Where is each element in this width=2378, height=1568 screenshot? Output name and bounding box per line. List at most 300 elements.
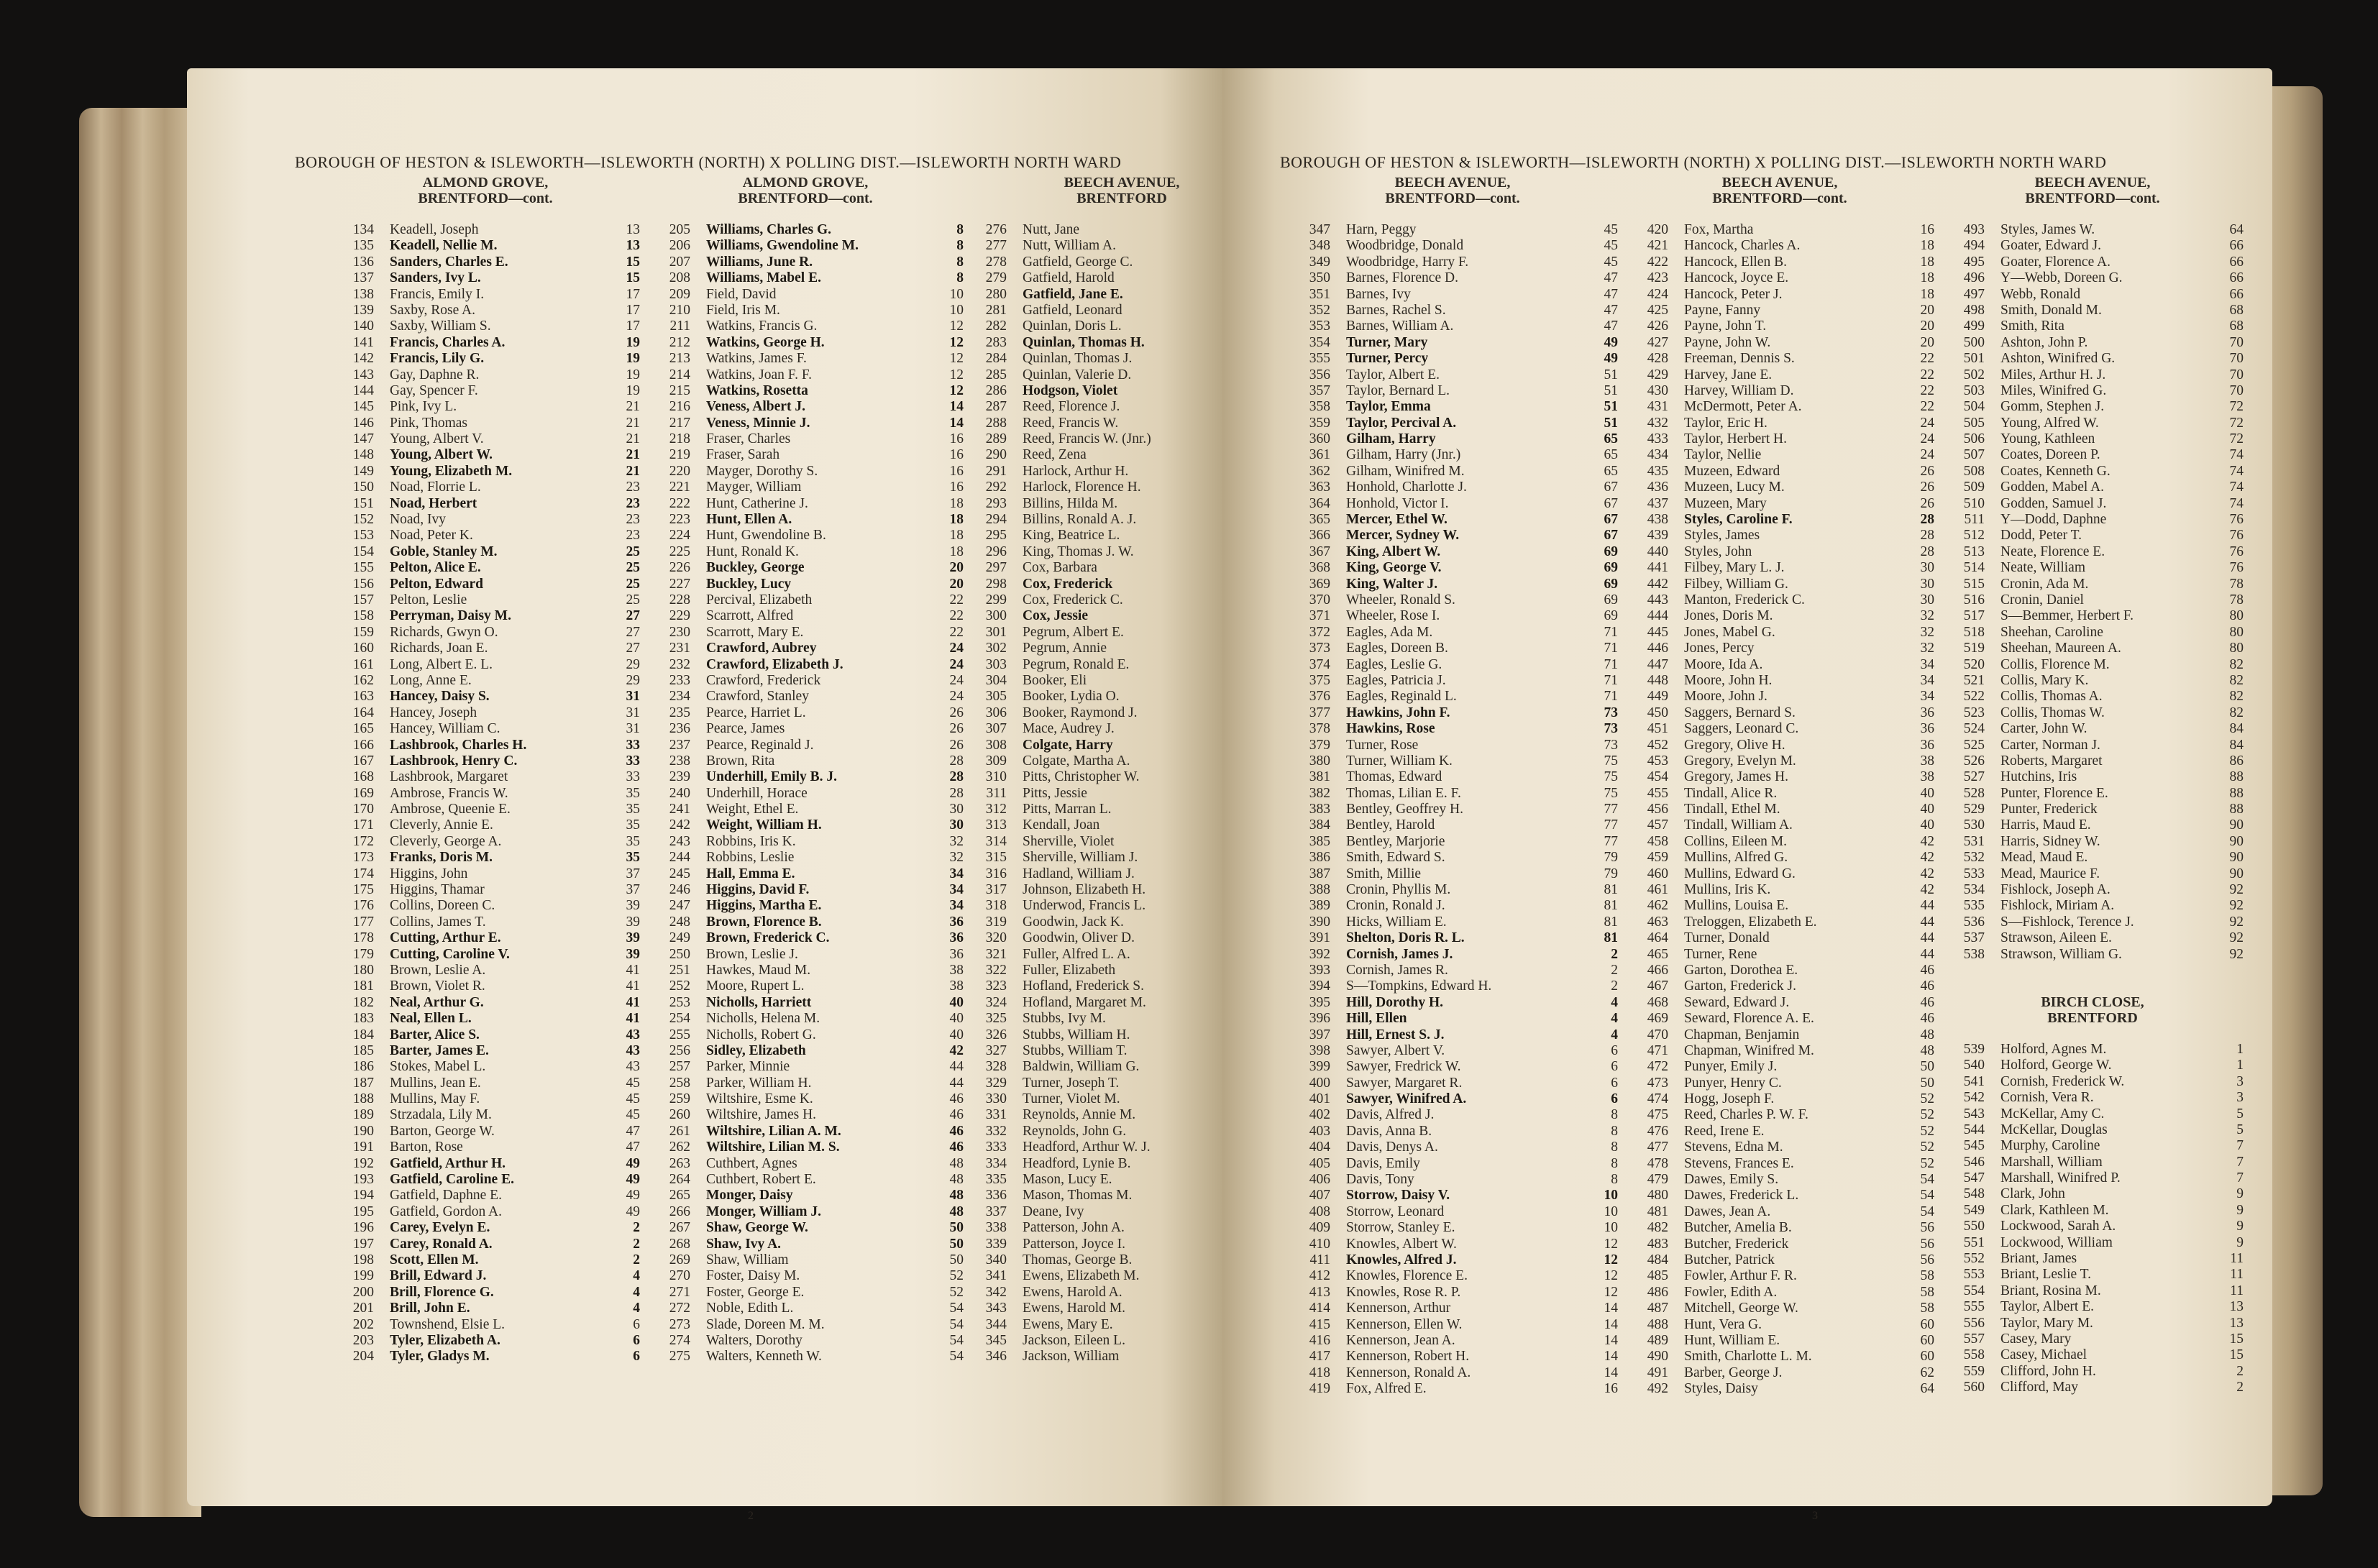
house-number: 67 [1604,512,1618,528]
elector-row [1942,1380,2244,1395]
elector-number: 350 [1309,270,1330,286]
elector-name: Briant, Leslie T. [2000,1267,2091,1283]
elector-name: Robbins, Leslie [706,850,795,866]
elector-name: Kennerson, Jean A. [1346,1332,1455,1348]
elector-name: Moore, John J. [1684,689,1768,705]
elector-name: Butcher, Amelia B. [1684,1220,1792,1236]
house-number: 74 [2229,463,2244,479]
house-number: 4 [1611,994,1618,1010]
elector-row [647,416,964,431]
house-number: 21 [626,447,640,463]
elector-number: 449 [1647,689,1668,705]
elector-name: Pelton, Edward [390,576,484,592]
elector-name: Fraser, Sarah [706,447,780,463]
elector-name: Pegrum, Albert E. [1023,624,1124,640]
elector-row [647,738,964,753]
elector-name: Foster, George E. [706,1284,805,1300]
house-number: 14 [1604,1365,1618,1380]
house-number: 80 [2229,608,2244,624]
house-number: 47 [626,1140,640,1155]
house-number: 25 [626,560,640,576]
elector-name: Walters, Dorothy [706,1332,802,1348]
elector-name: Goodwin, Jack K. [1023,914,1124,930]
elector-number: 524 [1963,721,1985,737]
elector-number: 480 [1647,1188,1668,1203]
elector-row [1625,738,1934,753]
elector-number: 370 [1309,592,1330,608]
elector-number: 280 [985,286,1007,302]
elector-row [1942,464,2244,480]
elector-number: 521 [1963,672,1985,688]
house-number: 50 [949,1220,964,1236]
elector-row [1625,399,1934,415]
elector-row [1287,577,1618,592]
elector-number: 226 [669,560,690,576]
elector-number: 274 [669,1332,690,1348]
elector-number: 432 [1647,415,1668,431]
house-number: 82 [2229,672,2244,688]
elector-row [1942,1106,2244,1122]
house-number: 66 [2229,270,2244,286]
house-number: 15 [2229,1331,2244,1347]
elector-name: Hodgson, Violet [1023,382,1118,398]
elector-row [1625,673,1934,689]
elector-name: Goble, Stanley M. [390,544,498,559]
elector-name: Wheeler, Rose I. [1346,608,1440,624]
elector-name: Brown, Violet R. [390,978,485,994]
elector-number: 184 [352,1027,374,1042]
elector-number: 375 [1309,672,1330,688]
house-number: 40 [949,994,964,1010]
elector-row [331,721,640,737]
elector-number: 202 [352,1316,374,1332]
elector-number: 334 [985,1155,1007,1171]
elector-number: 329 [985,1075,1007,1091]
elector-row [1625,641,1934,656]
elector-number: 275 [669,1349,690,1365]
house-number: 8 [956,238,964,254]
elector-row [1942,255,2244,270]
elector-name: Taylor, Herbert H. [1684,431,1787,447]
elector-row [647,447,964,463]
elector-name: Scott, Ellen M. [390,1252,479,1267]
elector-number: 523 [1963,705,1985,720]
elector-row [1942,303,2244,318]
elector-number: 179 [352,946,374,962]
elector-number: 337 [985,1203,1007,1219]
elector-name: Strawson, William G. [2000,946,2122,962]
elector-name: Hogg, Joseph F. [1684,1091,1775,1107]
elector-name: Styles, Caroline F. [1684,512,1793,528]
elector-number: 359 [1309,415,1330,431]
elector-row [1287,1204,1618,1220]
elector-row [331,1107,640,1123]
house-number: 35 [626,817,640,833]
elector-name: Styles, James W. [2000,222,2095,237]
elector-number: 411 [1309,1252,1330,1267]
elector-name: Tindall, Alice R. [1684,785,1778,801]
house-number: 36 [1920,705,1934,720]
elector-row [1287,1317,1618,1333]
house-number: 42 [1920,866,1934,881]
elector-row [1287,673,1618,689]
elector-number: 162 [352,672,374,688]
house-number: 23 [626,512,640,528]
house-number: 6 [1611,1075,1618,1091]
elector-row [1942,947,2244,963]
elector-number: 180 [352,962,374,978]
house-number: 47 [1604,302,1618,318]
house-number: 28 [1920,512,1934,528]
elector-name: Scarrott, Alfred [706,608,794,624]
elector-row [1625,560,1934,576]
elector-number: 229 [669,608,690,624]
elector-row [647,963,964,978]
house-number: 16 [1604,1381,1618,1397]
elector-name: Long, Albert E. L. [390,656,493,672]
elector-row [331,318,640,334]
house-number: 43 [626,1059,640,1075]
house-number: 60 [1920,1349,1934,1365]
elector-name: Ewens, Mary E. [1023,1316,1113,1332]
elector-name: Davis, Alfred J. [1346,1107,1435,1123]
elector-row [1287,1349,1618,1365]
house-number: 64 [1920,1381,1934,1397]
elector-row [1287,850,1618,866]
elector-name: Sherville, Violet [1023,833,1115,849]
elector-row [647,930,964,946]
house-number: 30 [949,817,964,833]
elector-number: 173 [352,850,374,866]
elector-name: Nutt, William A. [1023,238,1116,254]
elector-row [1942,1347,2244,1363]
elector-name: King, George V. [1346,560,1442,576]
house-number: 52 [1920,1107,1934,1123]
house-number: 15 [626,254,640,270]
elector-row [647,769,964,785]
elector-name: Honhold, Charlotte J. [1346,480,1467,495]
house-number: 37 [626,882,640,898]
elector-row [331,947,640,963]
elector-row [1625,866,1934,882]
elector-row [647,303,964,318]
elector-row [647,351,964,367]
elector-number: 319 [985,914,1007,930]
elector-row [1625,1027,1934,1043]
elector-name: Brill, Florence G. [390,1284,494,1300]
elector-number: 248 [669,914,690,930]
elector-number: 209 [669,286,690,302]
elector-name: Collis, Mary K. [2000,672,2089,688]
elector-number: 302 [985,641,1007,656]
elector-row [331,416,640,431]
house-number: 70 [2229,382,2244,398]
house-number: 49 [1604,334,1618,350]
elector-name: Ambrose, Queenie E. [390,802,511,817]
elector-name: Hill, Ernest S. J. [1346,1027,1445,1042]
house-number: 44 [949,1059,964,1075]
elector-row [1287,705,1618,721]
elector-row [331,641,640,656]
elector-number: 557 [1963,1331,1985,1347]
elector-row [647,705,964,721]
house-number: 58 [1920,1284,1934,1300]
elector-name: Francis, Emily I. [390,286,485,302]
elector-row [1287,978,1618,994]
house-number: 8 [1611,1140,1618,1155]
elector-name: Saxby, William S. [390,318,491,334]
elector-number: 492 [1647,1381,1668,1397]
elector-row [1942,1122,2244,1138]
elector-number: 473 [1647,1075,1668,1091]
elector-name: Barnes, Ivy [1346,286,1411,302]
elector-name: Woodbridge, Donald [1346,238,1464,254]
house-number: 31 [626,721,640,737]
elector-number: 530 [1963,817,1985,833]
house-number: 73 [1604,737,1618,753]
elector-row [1625,769,1934,785]
elector-number: 362 [1309,463,1330,479]
elector-name: Bentley, Harold [1346,817,1435,833]
elector-number: 306 [985,705,1007,720]
house-number: 22 [1920,399,1934,415]
house-number: 14 [1604,1316,1618,1332]
elector-name: Hancey, Joseph [390,705,477,720]
elector-number: 413 [1309,1284,1330,1300]
elector-number: 251 [669,962,690,978]
register-column [1942,175,2244,1396]
elector-number: 239 [669,769,690,785]
elector-number: 325 [985,1011,1007,1027]
house-number: 12 [949,351,964,367]
elector-number: 204 [352,1349,374,1365]
elector-name: Davis, Denys A. [1346,1140,1438,1155]
elector-number: 297 [985,560,1007,576]
elector-number: 355 [1309,351,1330,367]
elector-number: 193 [352,1172,374,1188]
elector-number: 148 [352,447,374,463]
elector-name: Eagles, Reginald L. [1346,689,1457,705]
elector-row [647,721,964,737]
house-number: 71 [1604,656,1618,672]
elector-number: 257 [669,1059,690,1075]
elector-name: Williams, June R. [706,254,813,270]
elector-name: Franks, Doris M. [390,850,493,866]
elector-row [1625,367,1934,383]
elector-row [647,1268,964,1284]
elector-name: Clifford, John H. [2000,1363,2096,1379]
house-number: 50 [1920,1059,1934,1075]
elector-number: 373 [1309,641,1330,656]
elector-name: Cronin, Ronald J. [1346,898,1445,914]
elector-number: 542 [1963,1090,1985,1106]
elector-name: Booker, Eli [1023,672,1087,688]
elector-number: 476 [1647,1123,1668,1139]
elector-row [647,592,964,608]
house-number: 14 [1604,1349,1618,1365]
elector-name: Treloggen, Elizabeth E. [1684,914,1817,930]
elector-name: Payne, Fanny [1684,302,1761,318]
elector-number: 505 [1963,415,1985,431]
elector-name: Neate, Florence E. [2000,544,2105,559]
elector-row [331,431,640,447]
elector-name: Turner, Rose [1346,737,1419,753]
elector-name: Collins, Doreen C. [390,898,495,914]
page-header: BOROUGH OF HESTON & ISLEWORTH—ISLEWORTH (NORTH) X POLLING DIST.—ISLEWORTH NORTH WARD [1280,153,2107,171]
elector-row [1287,1381,1618,1397]
elector-row [1287,383,1618,399]
elector-number: 231 [669,641,690,656]
elector-name: Muzeen, Lucy M. [1684,480,1785,495]
elector-row [1287,882,1618,898]
house-number: 2 [2236,1363,2244,1379]
elector-row [1942,544,2244,560]
elector-number: 264 [669,1172,690,1188]
elector-name: Cox, Jessie [1023,608,1088,624]
elector-number: 288 [985,415,1007,431]
elector-name: Harn, Peggy [1346,222,1417,237]
elector-name: Payne, John T. [1684,318,1767,334]
elector-name: Weight, Ethel E. [706,802,799,817]
elector-row [331,1043,640,1059]
elector-name: Percival, Elizabeth [706,592,813,608]
elector-name: Collins, Eileen M. [1684,833,1787,849]
elector-number: 225 [669,544,690,559]
house-number: 35 [626,850,640,866]
elector-name: Stevens, Frances E. [1684,1155,1794,1171]
elector-row [331,608,640,624]
elector-number: 327 [985,1042,1007,1058]
elector-row [1942,496,2244,512]
house-number: 4 [633,1284,640,1300]
elector-row [1625,1381,1934,1397]
elector-row [1287,834,1618,850]
elector-row [1287,1220,1618,1236]
elector-name: Mullins, Iris K. [1684,882,1771,898]
elector-number: 536 [1963,914,1985,930]
house-number: 75 [1604,769,1618,785]
elector-number: 175 [352,882,374,898]
house-number: 92 [2229,898,2244,914]
elector-number: 402 [1309,1107,1330,1123]
elector-number: 136 [352,254,374,270]
elector-name: Punyer, Henry C. [1684,1075,1782,1091]
elector-number: 213 [669,351,690,367]
elector-number: 469 [1647,1011,1668,1027]
elector-number: 539 [1963,1041,1985,1057]
elector-row [1942,1364,2244,1380]
elector-number: 385 [1309,833,1330,849]
elector-row [1942,1155,2244,1170]
house-number: 52 [1920,1140,1934,1155]
elector-number: 503 [1963,382,1985,398]
house-number: 46 [1920,978,1934,994]
elector-number: 354 [1309,334,1330,350]
elector-row [331,1076,640,1091]
house-number: 5 [2236,1122,2244,1137]
elector-number: 509 [1963,480,1985,495]
elector-row [1625,592,1934,608]
elector-name: Higgins, David F. [706,882,810,898]
elector-row [1625,1188,1934,1203]
elector-row [1942,657,2244,673]
house-number: 79 [1604,850,1618,866]
elector-name: Harvey, William D. [1684,382,1794,398]
house-number: 11 [2230,1283,2244,1298]
elector-name: Higgins, John [390,866,468,881]
elector-row [1625,496,1934,512]
elector-number: 552 [1963,1251,1985,1267]
elector-row [331,817,640,833]
elector-number: 500 [1963,334,1985,350]
elector-name: Storrow, Daisy V. [1346,1188,1450,1203]
elector-row [1287,1285,1618,1301]
elector-number: 493 [1963,222,1985,237]
house-number: 86 [2229,753,2244,769]
elector-number: 198 [352,1252,374,1267]
street-heading: BEECH AVENUE, BRENTFORD—cont. [1712,175,1847,206]
elector-number: 339 [985,1236,1007,1252]
elector-name: Taylor, Mary M. [2000,1315,2093,1331]
elector-name: Buckley, George [706,560,805,576]
elector-row [1287,480,1618,495]
elector-name: Taylor, Nellie [1684,447,1762,463]
elector-name: Watkins, Francis G. [706,318,818,334]
elector-name: Cox, Barbara [1023,560,1097,576]
elector-number: 356 [1309,367,1330,382]
elector-name: Goater, Florence A. [2000,254,2111,270]
elector-number: 437 [1647,495,1668,511]
elector-name: Chapman, Winifred M. [1684,1042,1814,1058]
elector-number: 487 [1647,1301,1668,1316]
elector-number: 409 [1309,1220,1330,1236]
elector-number: 525 [1963,737,1985,753]
house-number: 17 [626,318,640,334]
house-number: 2 [1611,962,1618,978]
elector-number: 451 [1647,721,1668,737]
elector-number: 404 [1309,1140,1330,1155]
house-number: 20 [1920,318,1934,334]
elector-row [1942,673,2244,689]
elector-name: Taylor, Emma [1346,399,1431,415]
elector-number: 182 [352,994,374,1010]
house-number: 46 [949,1140,964,1155]
elector-name: Pitts, Marran L. [1023,802,1112,817]
elector-row [1287,866,1618,882]
elector-row [331,673,640,689]
elector-row [1625,383,1934,399]
elector-name: Watkins, James F. [706,351,807,367]
elector-number: 499 [1963,318,1985,334]
elector-name: Woodbridge, Harry F. [1346,254,1469,270]
elector-number: 336 [985,1188,1007,1203]
elector-number: 290 [985,447,1007,463]
house-number: 25 [626,576,640,592]
elector-number: 328 [985,1059,1007,1075]
elector-number: 220 [669,463,690,479]
elector-row [331,383,640,399]
elector-name: Turner, Donald [1684,930,1770,946]
elector-name: Ewens, Harold A. [1023,1284,1122,1300]
elector-number: 284 [985,351,1007,367]
elector-name: Sidley, Elizabeth [706,1042,806,1058]
elector-name: Cleverly, Annie E. [390,817,493,833]
elector-number: 416 [1309,1332,1330,1348]
house-number: 8 [956,222,964,237]
elector-row [1287,1140,1618,1155]
house-number: 30 [1920,576,1934,592]
elector-row [1942,721,2244,737]
